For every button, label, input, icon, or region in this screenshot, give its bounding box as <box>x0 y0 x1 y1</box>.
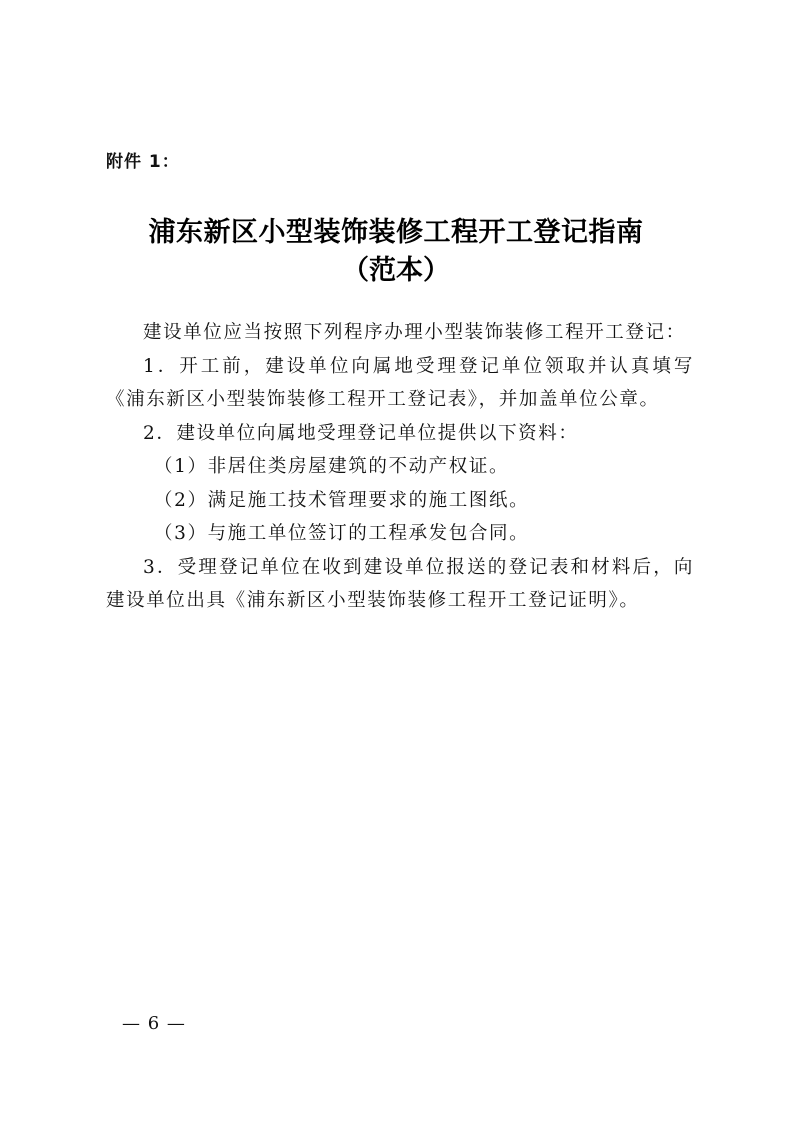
title-line-2: （范本） <box>342 255 450 286</box>
step-1-paragraph: 1．开工前，建设单位向属地受理登记单位领取并认真填写《浦东新区小型装饰装修工程开工登记表》，并加盖单位公章。 <box>106 355 694 410</box>
page-number: — 6 — <box>122 1013 186 1034</box>
step-2-item-1: （1）非居住类房屋建筑的不动产权证。 <box>154 456 510 477</box>
attachment-label: 附件 1： <box>106 152 180 172</box>
step-2-item-2: （2）满足施工技术管理要求的施工图纸。 <box>154 489 530 511</box>
document-body <box>106 316 694 618</box>
document-title <box>60 214 732 290</box>
step-2-paragraph: 2．建设单位向属地受理登记单位提供以下资料： <box>143 422 579 444</box>
intro-paragraph: 建设单位应当按照下列程序办理小型装饰装修工程开工登记： <box>143 322 686 343</box>
step-3-paragraph: 3．受理登记单位在收到建设单位报送的登记表和材料后，向建设单位出具《浦东新区小型装饰装修工程开工登记证明》。 <box>106 556 694 611</box>
title-line-1: 浦东新区小型装饰装修工程开工登记指南 <box>148 217 644 248</box>
step-2-item-3: （3）与施工单位签订的工程承发包合同。 <box>154 523 530 544</box>
